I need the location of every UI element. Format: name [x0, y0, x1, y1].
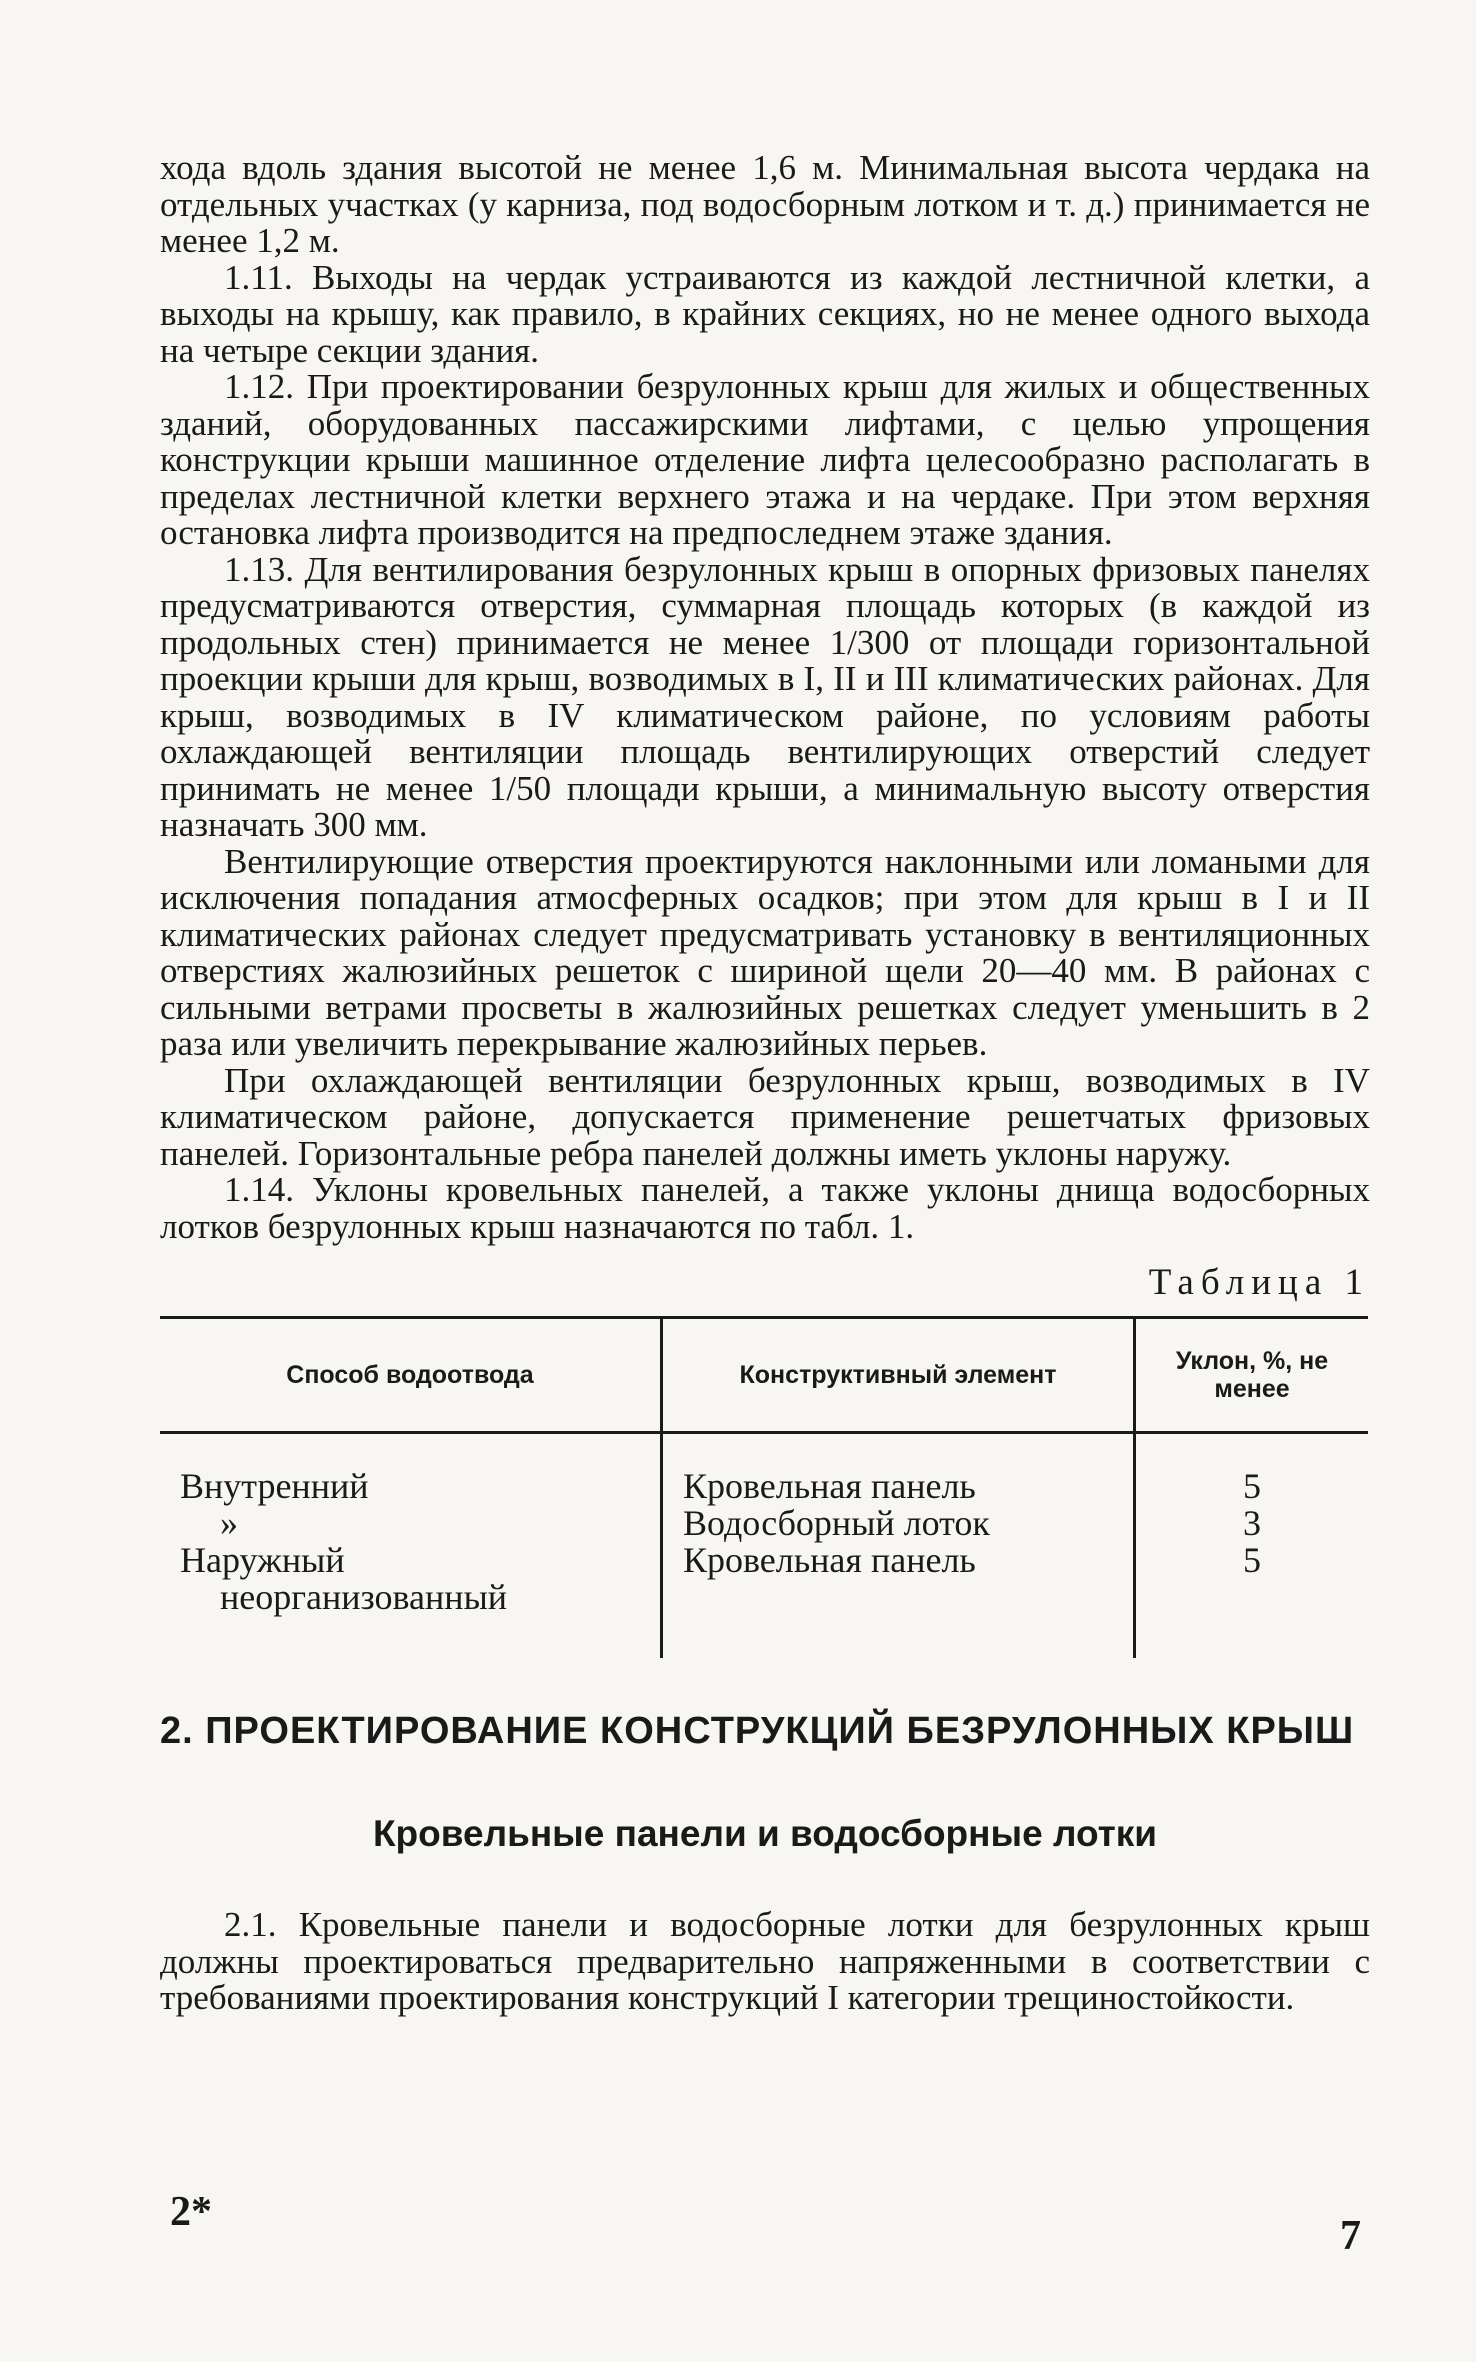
paragraph-2-1: 2.1. Кровельные панели и водосборные лотки для безрулонных крыш должны проектироваться предварительно напряженными в соответствии с требованиями проектирования конструкций I категории трещиностойкости.	[160, 1905, 1370, 2017]
signature-mark: 2*	[170, 2189, 212, 2235]
paragraph-1-11: 1.11. Выходы на чердак устраиваются из каждой лестничной клетки, а выходы на крышу, как правило, в крайних секциях, но не менее одного выхода на четыре секции здания.	[160, 257, 1370, 370]
paragraph-1-14: 1.14. Уклоны кровельных панелей, а также уклоны днища водосборных лотков безрулонных крыш назначаются по табл. 1.	[160, 1170, 1370, 1246]
column-structural-element	[662, 1433, 1135, 1659]
table-cell: 3	[1243, 1503, 1261, 1543]
table-cell: Водосборный лоток	[683, 1503, 990, 1543]
table-cell-ditto: »	[220, 1503, 238, 1543]
page-number: 7	[1340, 2213, 1361, 2259]
paragraph-1-13: 1.13. Для вентилирования безрулонных крыш в опорных фризовых панелях предусматриваются отверстия, суммарная площадь которых (в каждой из продольных стен) принимается не менее 1/300 от площади горизонтальной проекции крыши для крыш, возводимых в I, II и III климатических районах. Для крыш, возводимых в IV климатическом районе, по условиям работы охлаждающей вентиляции площадь вентилирующих отверстий следует принимать не менее 1/50 площади крыши, а минимальную высоту отверстия назначать 300 мм.	[160, 549, 1370, 844]
table-cell: Кровельная панель	[683, 1466, 976, 1506]
table-cell: Кровельная панель	[683, 1540, 976, 1580]
table-header-row	[160, 1318, 1368, 1433]
table-cell: Внутренний	[180, 1466, 369, 1506]
subsection-heading: Кровельные панели и водосборные лотки	[372, 1813, 1158, 1854]
table-body-row	[160, 1433, 1368, 1659]
header-structural-element: Конструктивный элемент	[662, 1318, 1135, 1433]
page-content	[160, 150, 1370, 2017]
paragraph-1-12: 1.12. При проектировании безрулонных крыш для жилых и общественных зданий, оборудованных пассажирскими лифтами, с целью упрощения конструкции крыши машинное отделение лифта целесообразно располагать в пределах лестничной клетки верхнего этажа и на чердаке. При этом верхняя остановка лифта производится на предпоследнем этаже здания.	[160, 367, 1370, 552]
header-slope: Уклон, %, не менее	[1135, 1318, 1369, 1433]
table-cell: 5	[1243, 1466, 1261, 1506]
table-caption: Таблица 1	[1148, 1262, 1370, 1303]
paragraph-continuation: хода вдоль здания высотой не менее 1,6 м. Минимальная высота чердака на отдельных участках (у карниза, под водосборным лотком и т. д.) принимается не менее 1,2 м.	[160, 148, 1370, 260]
column-slope	[1135, 1433, 1369, 1659]
section-heading: 2. ПРОЕКТИРОВАНИЕ КОНСТРУКЦИЙ БЕЗРУЛОННЫХ КРЫШ	[160, 1710, 1355, 1752]
slope-table	[160, 1316, 1368, 1658]
header-drainage-method: Способ водоотвода	[160, 1318, 662, 1433]
paragraph-ventilation-openings: Вентилирующие отверстия проектируются наклонными или ломаными для исключения попадания атмосферных осадков; при этом для крыш в I и II климатических районах следует предусматривать установку в вентиляционных отверстиях жалюзийных решеток с шириной щели 20—40 мм. В районах с сильными ветрами просветы в жалюзийных решетках следует уменьшить в 2 раза или увеличить перекрывание жалюзийных перьев.	[160, 841, 1370, 1063]
paragraph-cooling-ventilation: При охлаждающей вентиляции безрулонных крыш, возводимых в IV климатическом районе, допускается применение решетчатых фризовых панелей. Горизонтальные ребра панелей должны иметь уклоны наружу.	[160, 1060, 1370, 1173]
table-cell: Наружный неорганизованный	[180, 1540, 508, 1617]
column-drainage-method	[160, 1433, 662, 1659]
table-cell: 5	[1243, 1540, 1261, 1580]
